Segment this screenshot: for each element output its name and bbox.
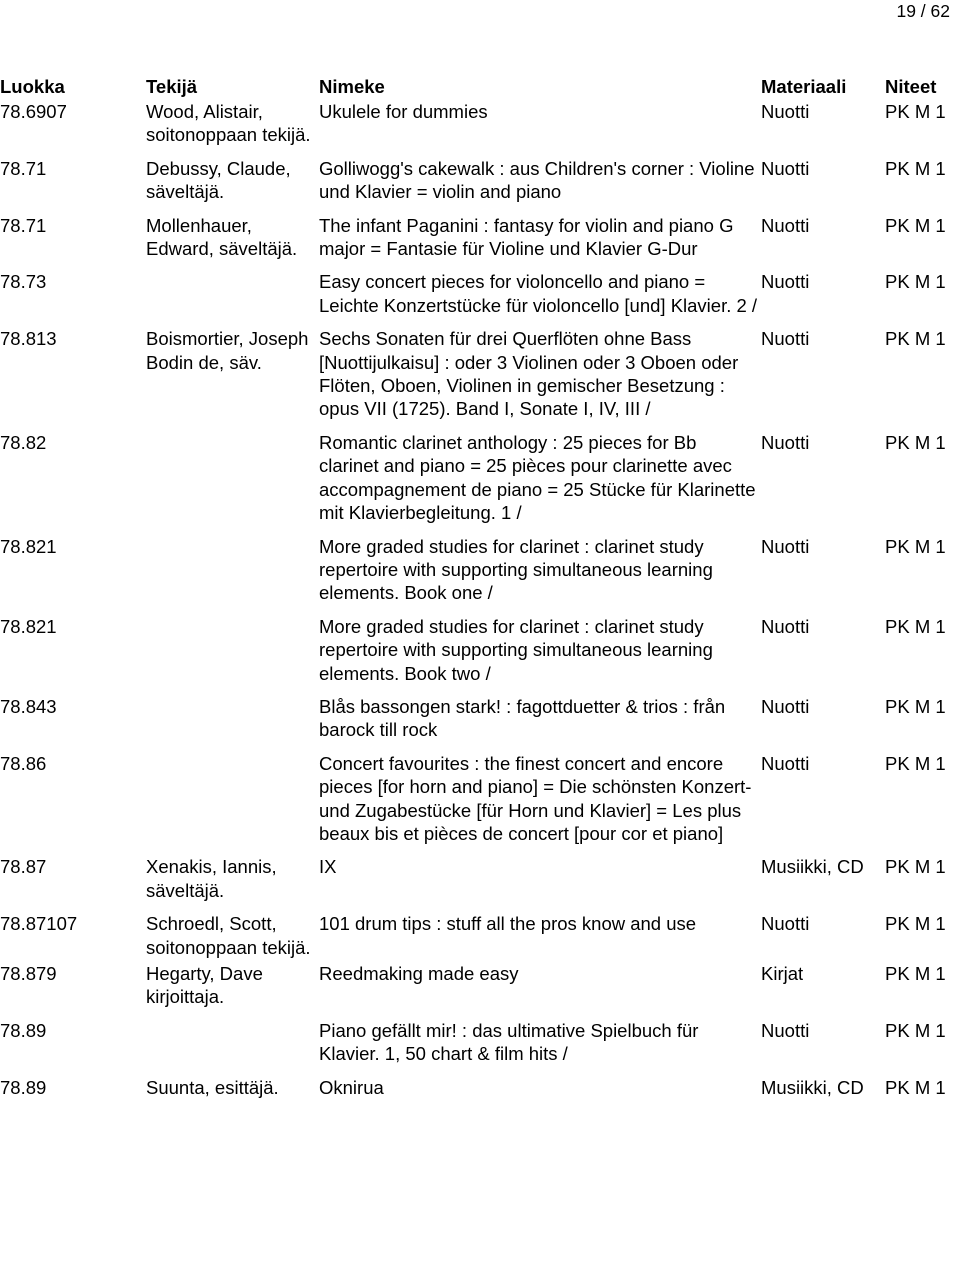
table-row xyxy=(0,912,960,962)
cell-title: The infant Paganini : fantasy for violin and piano G major = Fantasie für Violine und Klavier G-Dur xyxy=(319,214,734,260)
cell-classification: 78.86 xyxy=(0,752,47,774)
cell-classification: 78.821 xyxy=(0,615,57,637)
cell-material: Nuotti xyxy=(761,913,810,935)
cell-author xyxy=(146,1019,319,1076)
cell-material: Nuotti xyxy=(761,328,810,350)
cell-author: Boismortier, Joseph Bodin de, säv. xyxy=(146,328,309,373)
cell-title: Reedmaking made easy xyxy=(319,963,519,984)
cell-holdings: PK M 1 xyxy=(885,913,946,935)
cell-author xyxy=(146,695,319,752)
cell-title: Sechs Sonaten für drei Querflöten ohne Bass [Nuottijulkaisu] : oder 3 Violinen oder 3 Oboen oder Flöten, Oboen, Violinen in gemischer Besetzung : opus VII (1725). Band I, Sonate I, IV, III / xyxy=(319,328,739,420)
cell-classification: 78.71 xyxy=(0,157,47,179)
cell-title: Blås bassongen stark! : fagottduetter & trios : från barock till rock xyxy=(319,695,726,741)
cell-holdings: PK M 1 xyxy=(885,535,946,557)
cell-holdings: PK M 1 xyxy=(885,963,946,984)
cell-classification: 78.89 xyxy=(0,1076,47,1098)
header-holdings: Niteet xyxy=(885,76,937,97)
cell-material: Nuotti xyxy=(761,214,810,236)
header-classification: Luokka xyxy=(0,76,65,97)
cell-classification: 78.879 xyxy=(0,963,57,984)
cell-holdings: PK M 1 xyxy=(885,101,946,122)
table-row xyxy=(0,855,960,912)
table-row xyxy=(0,535,960,615)
cell-material: Nuotti xyxy=(761,752,810,774)
table-row xyxy=(0,615,960,695)
header-material: Materiaali xyxy=(761,76,847,97)
cell-holdings: PK M 1 xyxy=(885,271,946,293)
table-row xyxy=(0,431,960,535)
cell-material: Nuotti xyxy=(761,695,810,717)
cell-title: Piano gefällt mir! : das ultimative Spielbuch für Klavier. 1, 50 chart & film hits / xyxy=(319,1019,699,1065)
cell-classification: 78.813 xyxy=(0,328,57,350)
cell-title: Romantic clarinet anthology : 25 pieces for Bb clarinet and piano = 25 pièces pour clarinette avec accompagnement de piano = 25 Stücke für Klarinette mit Klavierbegleitung. 1 / xyxy=(319,431,756,524)
cell-classification: 78.843 xyxy=(0,695,57,717)
cell-author xyxy=(146,535,319,615)
cell-author: Wood, Alistair, soitonoppaan tekijä. xyxy=(146,101,311,146)
table-row xyxy=(0,214,960,271)
table-header-row xyxy=(0,73,960,100)
table-row xyxy=(0,752,960,856)
cell-title: Golliwogg's cakewalk : aus Children's corner : Violine und Klavier = violin and piano xyxy=(319,157,755,203)
table-row xyxy=(0,100,960,157)
page-number: 19 / 62 xyxy=(896,1,950,21)
cell-material: Nuotti xyxy=(761,535,810,557)
cell-author: Debussy, Claude, säveltäjä. xyxy=(146,157,291,203)
cell-classification: 78.87107 xyxy=(0,913,78,935)
cell-title: Easy concert pieces for violoncello and piano = Leichte Konzertstücke für violoncello [und] Klavier. 2 / xyxy=(319,271,758,316)
cell-title: Oknirua xyxy=(319,1076,384,1098)
cell-holdings: PK M 1 xyxy=(885,752,946,774)
header-author: Tekijä xyxy=(146,76,198,97)
cell-holdings: PK M 1 xyxy=(885,328,946,350)
cell-material: Musiikki, CD xyxy=(761,856,864,878)
cell-classification: 78.821 xyxy=(0,535,57,557)
cell-author: Schroedl, Scott, soitonoppaan tekijä. xyxy=(146,913,311,958)
catalog-table xyxy=(0,73,960,1109)
cell-author: Suunta, esittäjä. xyxy=(146,1076,279,1098)
cell-holdings: PK M 1 xyxy=(885,157,946,179)
table-row xyxy=(0,270,960,327)
cell-classification: 78.87 xyxy=(0,856,47,878)
header-title: Nimeke xyxy=(319,76,385,97)
cell-holdings: PK M 1 xyxy=(885,431,946,453)
cell-classification: 78.73 xyxy=(0,271,47,293)
cell-holdings: PK M 1 xyxy=(885,214,946,236)
cell-author: Mollenhauer, Edward, säveltäjä. xyxy=(146,214,298,260)
cell-author xyxy=(146,615,319,695)
cell-material: Nuotti xyxy=(761,615,810,637)
cell-material: Nuotti xyxy=(761,271,810,293)
cell-title: IX xyxy=(319,856,337,878)
table-row xyxy=(0,157,960,214)
cell-classification: 78.89 xyxy=(0,1019,47,1041)
cell-title: More graded studies for clarinet : clarinet study repertoire with supporting simultaneous learning elements. Book two / xyxy=(319,615,713,684)
table-row xyxy=(0,1076,960,1109)
cell-author xyxy=(146,431,319,535)
table-row xyxy=(0,962,960,1019)
cell-author: Xenakis, Iannis, säveltäjä. xyxy=(146,856,277,901)
cell-classification: 78.71 xyxy=(0,214,47,236)
cell-title: Concert favourites : the finest concert and encore pieces [for horn and piano] = Die schönsten Konzert- und Zugabestücke [für Horn und Klavier] = Les plus beaux bis et pièces de concert [pour cor et piano] xyxy=(319,752,752,844)
cell-title: Ukulele for dummies xyxy=(319,101,488,122)
cell-holdings: PK M 1 xyxy=(885,695,946,717)
cell-material: Kirjat xyxy=(761,963,804,984)
cell-author xyxy=(146,270,319,327)
cell-classification: 78.6907 xyxy=(0,101,67,122)
cell-material: Nuotti xyxy=(761,1019,810,1041)
cell-holdings: PK M 1 xyxy=(885,1076,946,1098)
cell-title: More graded studies for clarinet : clarinet study repertoire with supporting simultaneous learning elements. Book one / xyxy=(319,535,713,604)
cell-material: Nuotti xyxy=(761,101,810,122)
cell-material: Musiikki, CD xyxy=(761,1076,864,1098)
cell-author: Hegarty, Dave kirjoittaja. xyxy=(146,963,263,1008)
cell-classification: 78.82 xyxy=(0,431,47,453)
table-row xyxy=(0,695,960,752)
cell-holdings: PK M 1 xyxy=(885,856,946,878)
cell-title: 101 drum tips : stuff all the pros know and use xyxy=(319,913,697,935)
cell-author xyxy=(146,752,319,856)
cell-holdings: PK M 1 xyxy=(885,615,946,637)
cell-material: Nuotti xyxy=(761,431,810,453)
cell-material: Nuotti xyxy=(761,157,810,179)
table-row xyxy=(0,327,960,431)
table-row xyxy=(0,1019,960,1076)
cell-holdings: PK M 1 xyxy=(885,1019,946,1041)
